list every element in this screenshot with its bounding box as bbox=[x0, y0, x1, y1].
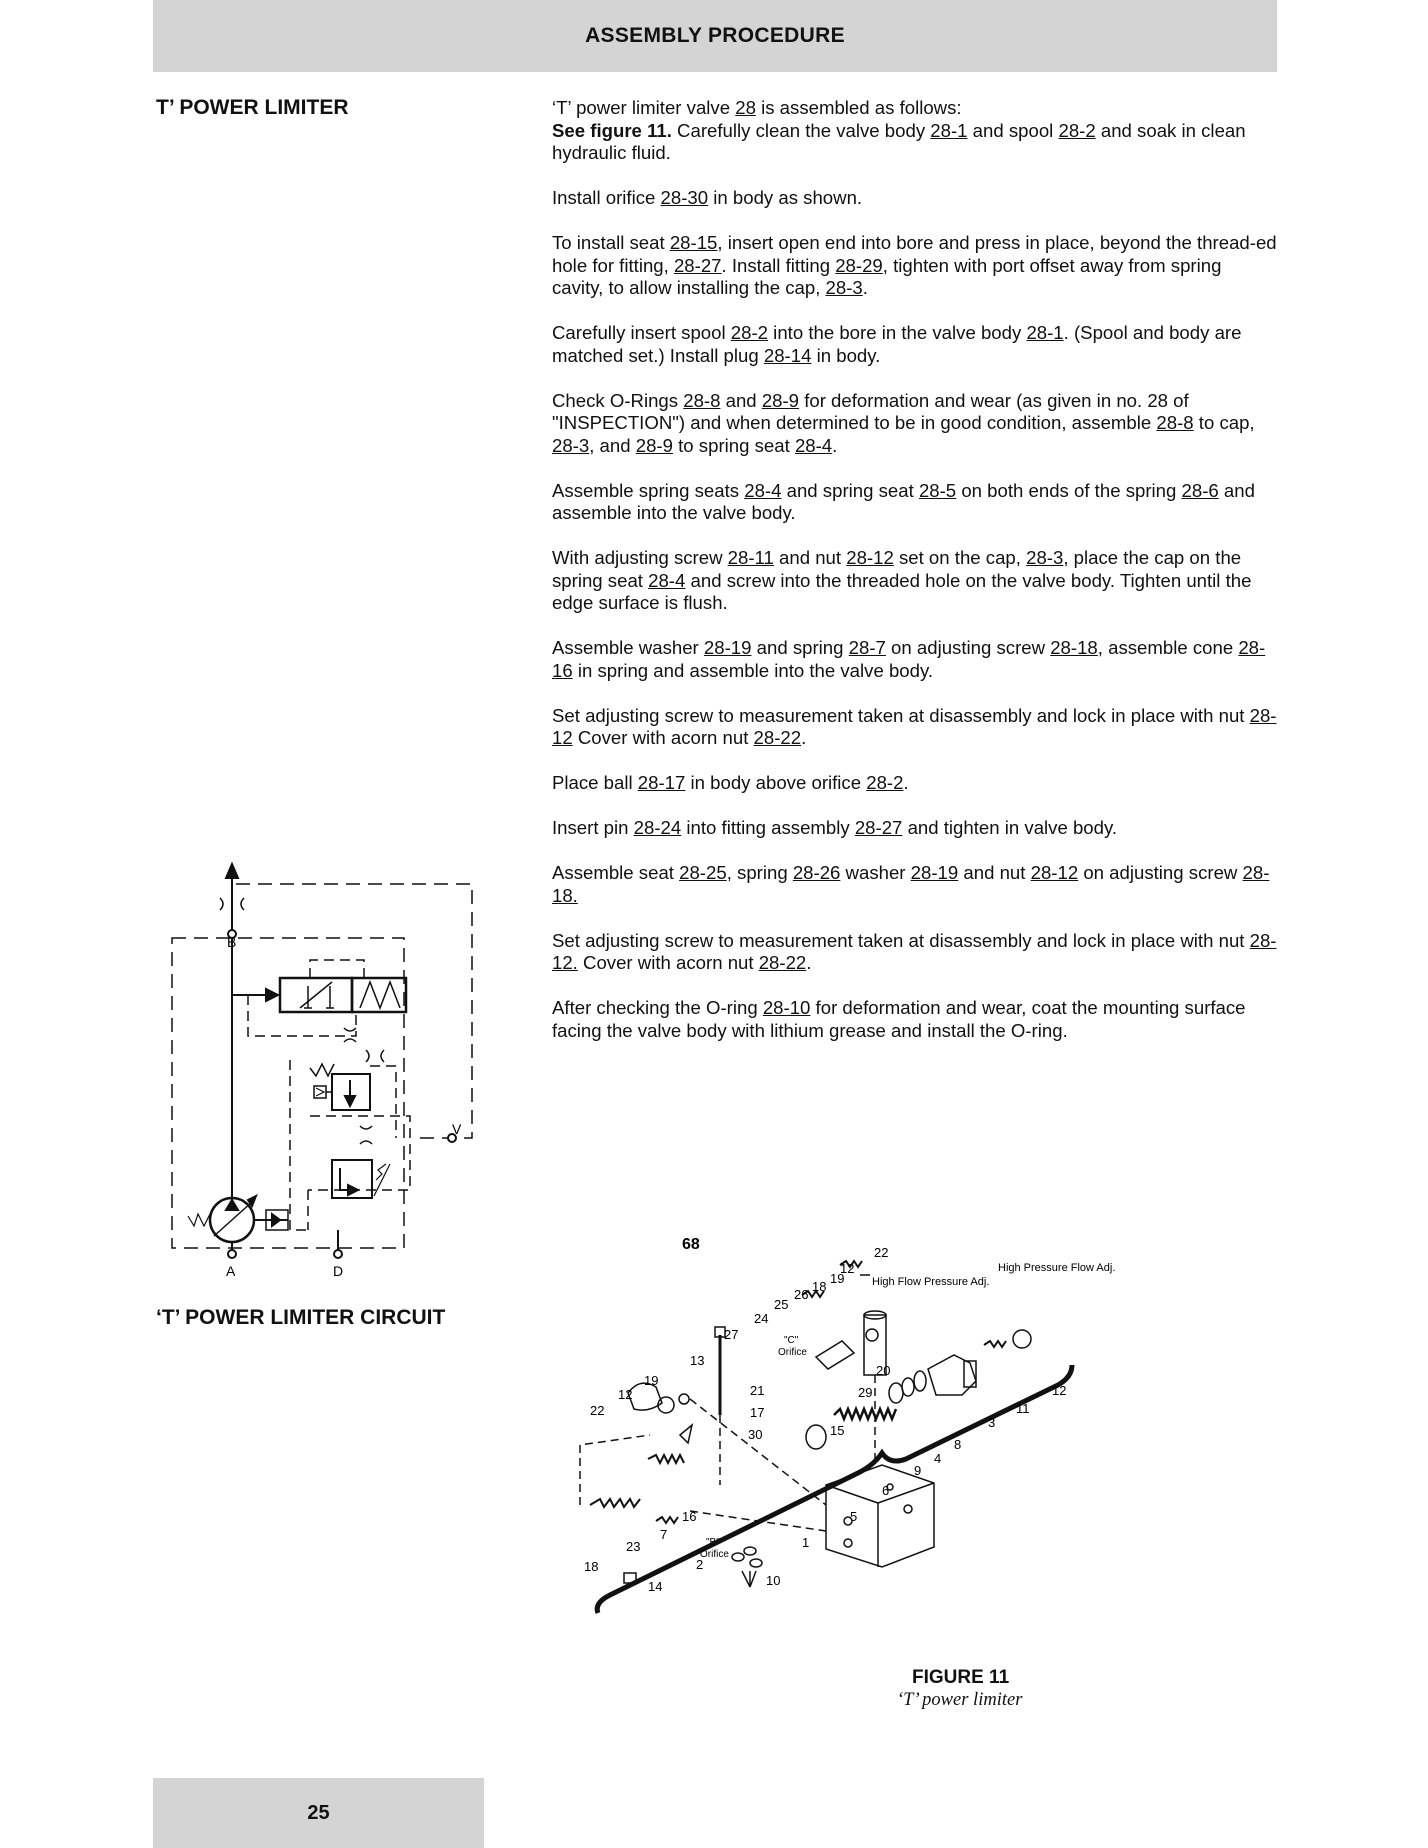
part-number: 22 bbox=[590, 1403, 605, 1418]
text-run: With adjusting screw bbox=[552, 547, 728, 568]
procedure-paragraph bbox=[552, 930, 1277, 975]
part-number: 13 bbox=[690, 1353, 705, 1368]
part-reference: 28-12. bbox=[552, 929, 1277, 973]
part-reference: 28-27 bbox=[854, 817, 903, 838]
text-run: set on the cap, bbox=[893, 547, 1027, 568]
part-reference: 28-18. bbox=[552, 862, 1270, 906]
procedure-paragraph bbox=[552, 997, 1277, 1042]
text-run: . bbox=[832, 434, 838, 456]
high-flow-callout: High Flow Pressure Adj. bbox=[872, 1276, 990, 1288]
part-reference: 28-4 bbox=[648, 569, 686, 591]
text-run: and spring bbox=[751, 637, 849, 658]
part-number: 26 bbox=[794, 1287, 809, 1302]
high-pressure-callout: High Pressure Flow Adj. bbox=[998, 1262, 1116, 1274]
part-reference: 28-10 bbox=[762, 997, 811, 1018]
part-reference: 28-14 bbox=[763, 344, 812, 366]
part-number: 21 bbox=[750, 1383, 765, 1398]
text-run: and soak in clean hydraulic fluid. bbox=[552, 119, 1246, 163]
text-run: and tighten in valve body. bbox=[902, 817, 1118, 838]
text-run: , tighten with port offset away from spring cavity, to allow installing the cap, bbox=[552, 254, 1222, 298]
text-run: for deformation and wear (as given in no. 28 of "INSPECTION") and when determined to be in good condition, assemble bbox=[552, 389, 1189, 433]
text-run: ‘T’ power limiter valve bbox=[552, 97, 736, 118]
text-run: into the bore in the valve body bbox=[768, 322, 1027, 343]
text-run: To install seat bbox=[552, 232, 670, 253]
part-number: 7 bbox=[660, 1527, 668, 1542]
part-reference: 28-17 bbox=[637, 772, 686, 793]
part-reference: 28-22 bbox=[758, 952, 807, 973]
text-run: on adjusting screw bbox=[1078, 862, 1243, 883]
text-run: Set adjusting screw to measurement taken at disassembly and lock in place with nut bbox=[552, 704, 1250, 726]
part-reference: 28-19 bbox=[703, 637, 752, 658]
text-run: . bbox=[801, 727, 807, 748]
part-reference: 28-24 bbox=[633, 817, 682, 838]
header-bar bbox=[153, 0, 1277, 72]
text-run: Place ball bbox=[552, 772, 638, 793]
procedure-paragraph bbox=[552, 390, 1277, 458]
text-run: Install orifice bbox=[552, 187, 661, 208]
text-run: , place the cap on the spring seat bbox=[552, 547, 1242, 591]
procedure-paragraph bbox=[552, 862, 1277, 907]
exploded-view-figure bbox=[560, 1225, 1280, 1725]
text-run: in spring and assemble into the valve body. bbox=[572, 659, 934, 681]
part-reference: 28-11 bbox=[727, 547, 774, 568]
part-reference: 28-19 bbox=[910, 862, 959, 883]
figure-label: FIGURE 11 bbox=[912, 1667, 1010, 1688]
figure-reference: See figure 11. bbox=[552, 119, 672, 141]
part-reference: 28-8 bbox=[683, 389, 721, 411]
text-run: is assembled as follows: bbox=[755, 97, 962, 118]
text-run: . bbox=[806, 952, 812, 973]
part-reference: 28-3 bbox=[552, 434, 590, 456]
part-number: 22 bbox=[874, 1245, 889, 1260]
part-number: 18 bbox=[584, 1559, 599, 1574]
part-number: 12 bbox=[618, 1387, 633, 1402]
part-reference: 28-27 bbox=[673, 254, 722, 276]
text-run: in body as shown. bbox=[708, 187, 863, 208]
figure-caption: ‘T’ power limiter bbox=[897, 1690, 1023, 1710]
text-run: for deformation and wear, coat the mounting surface facing the valve body with lithium grease and install the O-ring. bbox=[552, 997, 1246, 1041]
part-reference: 28-12 bbox=[1030, 862, 1079, 883]
part-number: 5 bbox=[850, 1509, 858, 1524]
part-number: 23 bbox=[626, 1539, 641, 1554]
part-number: 10 bbox=[766, 1573, 781, 1588]
port-d-label: D bbox=[333, 1263, 344, 1279]
part-number: 3 bbox=[988, 1415, 996, 1430]
text-run: Carefully insert spool bbox=[552, 322, 731, 343]
part-reference: 28-4 bbox=[794, 434, 833, 456]
text-run: and assemble into the valve body. bbox=[552, 479, 1255, 523]
part-reference: 28-9 bbox=[635, 434, 673, 456]
text-run: in body above orifice bbox=[685, 772, 867, 793]
part-number: 1 bbox=[802, 1535, 810, 1550]
part-reference: 28-7 bbox=[848, 637, 886, 658]
power-limiter-circuit-diagram bbox=[160, 860, 480, 1280]
part-number: 8 bbox=[954, 1437, 962, 1452]
part-number: 4 bbox=[934, 1451, 942, 1466]
assembly-number: 68 bbox=[682, 1236, 700, 1253]
part-reference: 28 bbox=[735, 97, 756, 118]
procedure-paragraph bbox=[552, 637, 1277, 682]
part-number: 12 bbox=[1052, 1383, 1067, 1398]
part-reference: 28-3 bbox=[825, 277, 863, 298]
part-number: 14 bbox=[648, 1579, 663, 1594]
part-reference: 28-26 bbox=[792, 862, 841, 883]
b-orifice-label-2: Orifice bbox=[700, 1549, 729, 1560]
part-number: 17 bbox=[750, 1405, 765, 1420]
procedure-paragraph bbox=[552, 480, 1277, 525]
text-run: Cover with acorn nut bbox=[577, 952, 759, 973]
part-number: 9 bbox=[914, 1463, 922, 1478]
part-reference: 28-2 bbox=[866, 772, 904, 793]
text-run: Cover with acorn nut bbox=[572, 727, 754, 748]
part-reference: 28-16 bbox=[552, 637, 1266, 681]
text-run: on both ends of the spring bbox=[956, 479, 1182, 501]
port-a-label: A bbox=[226, 1263, 236, 1279]
part-reference: 28-5 bbox=[918, 479, 957, 501]
page-number: 25 bbox=[307, 1801, 330, 1824]
text-run: . Install fitting bbox=[721, 254, 836, 276]
text-run: Assemble spring seats bbox=[552, 479, 745, 501]
part-reference: 28-1 bbox=[1026, 322, 1064, 343]
part-reference: 28-30 bbox=[660, 187, 709, 208]
text-run: Set adjusting screw to measurement taken at disassembly and lock in place with nut bbox=[552, 929, 1250, 951]
text-run: on adjusting screw bbox=[885, 637, 1051, 658]
part-number: 29 bbox=[858, 1385, 873, 1400]
part-number: 19 bbox=[830, 1271, 845, 1286]
part-number: 6 bbox=[882, 1483, 890, 1498]
part-reference: 28-12 bbox=[552, 704, 1277, 748]
text-run: . bbox=[862, 277, 868, 298]
part-number-labels bbox=[584, 1245, 1066, 1594]
text-run: and spool bbox=[967, 119, 1059, 141]
part-number: 16 bbox=[682, 1509, 697, 1524]
text-run: and spring seat bbox=[781, 479, 919, 501]
part-reference: 28-29 bbox=[835, 254, 883, 276]
text-run: , insert open end into bore and press in place, beyond the thread-ed hole for fitting, bbox=[552, 232, 1277, 276]
part-number: 11 bbox=[1016, 1401, 1030, 1416]
text-run: to spring seat bbox=[672, 434, 795, 456]
text-run: into fitting assembly bbox=[681, 817, 855, 838]
part-reference: 28-25 bbox=[679, 862, 727, 883]
text-run: to cap, bbox=[1193, 412, 1255, 433]
c-orifice-label-1: "C" bbox=[784, 1335, 799, 1346]
procedure-paragraph bbox=[552, 187, 1277, 210]
text-run: and bbox=[720, 389, 762, 411]
part-reference: 28-2 bbox=[1058, 119, 1096, 141]
c-orifice-label-2: Orifice bbox=[778, 1347, 807, 1358]
port-v-label: V bbox=[452, 1121, 462, 1137]
circuit-title: ‘T’ POWER LIMITER CIRCUIT bbox=[156, 1306, 446, 1329]
text-run: washer bbox=[840, 862, 911, 883]
b-orifice-label-1: "B" bbox=[706, 1537, 720, 1548]
part-reference: 28-1 bbox=[930, 119, 968, 141]
procedure-paragraph bbox=[552, 97, 1277, 165]
part-reference: 28-4 bbox=[744, 479, 782, 501]
part-reference: 28-18 bbox=[1050, 637, 1098, 658]
part-number: 25 bbox=[774, 1297, 789, 1312]
text-run: . bbox=[903, 772, 909, 793]
part-number: 2 bbox=[696, 1557, 704, 1572]
part-number: 15 bbox=[830, 1423, 845, 1438]
procedure-paragraph bbox=[552, 817, 1277, 840]
text-run: After checking the O-ring bbox=[552, 997, 763, 1018]
procedure-paragraph bbox=[552, 547, 1277, 615]
part-reference: 28-12 bbox=[846, 547, 894, 568]
part-reference: 28-3 bbox=[1026, 547, 1064, 568]
text-run: Insert pin bbox=[552, 817, 634, 838]
part-reference: 28-9 bbox=[761, 389, 800, 411]
part-reference: 28-2 bbox=[730, 322, 769, 343]
part-reference: 28-22 bbox=[753, 727, 802, 748]
procedure-paragraph bbox=[552, 322, 1277, 367]
procedure-paragraph bbox=[552, 705, 1277, 750]
part-reference: 28-15 bbox=[669, 232, 718, 253]
text-run: and screw into the threaded hole on the valve body. Tighten until the edge surface is flush. bbox=[552, 569, 1252, 613]
text-run: and nut bbox=[958, 862, 1031, 883]
part-reference: 28-6 bbox=[1181, 479, 1219, 501]
footer-bar bbox=[153, 1778, 484, 1848]
text-run: , spring bbox=[726, 862, 793, 883]
text-run: , and bbox=[589, 434, 636, 456]
text-run: Carefully clean the valve body bbox=[671, 119, 931, 141]
part-number: 12 bbox=[840, 1261, 855, 1276]
text-run: and nut bbox=[773, 547, 847, 568]
part-number: 24 bbox=[754, 1311, 769, 1326]
text-run: Check O-Rings bbox=[552, 389, 684, 411]
procedure-text bbox=[552, 97, 1277, 1065]
page-header-title: ASSEMBLY PROCEDURE bbox=[585, 24, 845, 47]
text-run: Assemble washer bbox=[552, 637, 704, 658]
text-run: Assemble seat bbox=[552, 862, 680, 883]
port-b-label: B bbox=[227, 934, 237, 950]
part-number: 20 bbox=[876, 1363, 891, 1378]
text-run: in body. bbox=[811, 344, 881, 366]
part-reference: 28-8 bbox=[1156, 412, 1194, 433]
part-number: 18 bbox=[812, 1279, 827, 1294]
part-number: 30 bbox=[748, 1427, 763, 1442]
procedure-paragraph bbox=[552, 772, 1277, 795]
part-number: 19 bbox=[644, 1373, 659, 1388]
text-run: , assemble cone bbox=[1097, 637, 1239, 658]
section-title: T’ POWER LIMITER bbox=[156, 96, 349, 119]
text-run: . (Spool and body are matched set.) Install plug bbox=[552, 322, 1242, 366]
part-number: 27 bbox=[724, 1327, 739, 1342]
procedure-paragraph bbox=[552, 232, 1277, 300]
